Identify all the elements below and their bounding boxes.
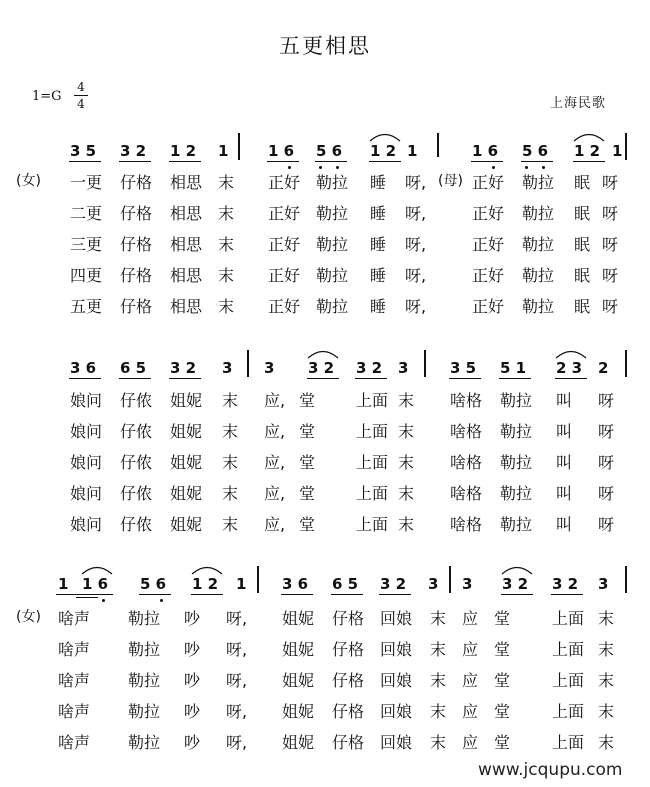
lyric-word: (母) <box>438 173 463 189</box>
lyric-word: 呀, <box>226 640 248 659</box>
lyric-word: 回娘 <box>380 640 413 659</box>
lyric-word: 吵 <box>184 671 201 690</box>
lyric-word: 呀 <box>602 235 619 254</box>
lyric-word: 吵 <box>184 609 201 628</box>
bar-line <box>625 350 627 377</box>
lyric-word: 正好 <box>268 235 301 254</box>
lyric-word: 应 <box>462 671 479 690</box>
lyric-word: 姐妮 <box>170 484 203 503</box>
lyric-word: 应, <box>264 453 286 472</box>
lyric-word: 堂 <box>299 484 316 503</box>
lyric-word: 勒拉 <box>500 453 533 472</box>
lyric-word: 堂 <box>494 609 511 628</box>
lyric-word: 啥格 <box>450 391 483 410</box>
lyric-word: 啥声 <box>58 609 91 628</box>
lyric-word: (女) <box>16 173 41 189</box>
lyric-word: 勒拉 <box>522 297 555 316</box>
lyric-word: 呀 <box>602 204 619 223</box>
lyric-word: 堂 <box>299 453 316 472</box>
note-group: 3 2 <box>552 575 579 593</box>
note-group: 3 2 <box>120 142 147 160</box>
lyric-word: 仔侬 <box>120 422 153 441</box>
note-group: 3 2 <box>308 359 335 377</box>
note-group: 6 5 <box>120 359 147 377</box>
lyric-word: 末 <box>218 204 235 223</box>
lyric-word: 呀 <box>598 484 615 503</box>
eighth-underline <box>81 594 113 595</box>
lyric-word: 勒拉 <box>128 702 161 721</box>
lyric-word: 仔侬 <box>120 391 153 410</box>
note-group: 5 6 <box>522 142 549 160</box>
lyric-word: 呀 <box>602 173 619 192</box>
note-group: 1 6 <box>82 575 109 593</box>
lyric-word: 吵 <box>184 640 201 659</box>
lyric-word: 呀, <box>226 733 248 752</box>
lyric-word: 娘问 <box>70 391 103 410</box>
lyric-word: 仔格 <box>120 204 153 223</box>
lyric-word: 一更 <box>70 173 103 192</box>
lyric-word: 二更 <box>70 204 103 223</box>
note-group: 3 5 <box>70 142 97 160</box>
lyric-word: 正好 <box>268 266 301 285</box>
lyric-word: 啥声 <box>58 671 91 690</box>
note-group: 3 <box>264 359 275 377</box>
time-signature <box>74 80 88 111</box>
eighth-underline <box>119 378 151 379</box>
lyric-word: 啥声 <box>58 640 91 659</box>
note-group: 1 2 <box>192 575 219 593</box>
lyric-word: 末 <box>222 515 239 534</box>
time-signature-line <box>74 95 88 96</box>
lyric-word: 末 <box>398 484 415 503</box>
note-group: 6 5 <box>332 575 359 593</box>
lyric-word: 娘问 <box>70 484 103 503</box>
lyric-word: 呀, <box>226 671 248 690</box>
lyric-word: 末 <box>222 453 239 472</box>
note-group: 1 6 <box>472 142 499 160</box>
note-group: 1 <box>612 142 623 160</box>
lyric-word: 呀 <box>598 453 615 472</box>
lyric-word: 眠 <box>574 297 591 316</box>
note-group: 5 6 <box>140 575 167 593</box>
lyric-word: 上面 <box>552 671 585 690</box>
lyric-word: 正好 <box>472 266 505 285</box>
lyric-word: 应 <box>462 609 479 628</box>
lyric-word: 仔格 <box>332 640 365 659</box>
lyric-word: 睡 <box>370 297 387 316</box>
low-octave-dot <box>319 166 322 169</box>
song-source: 上海民歌 <box>549 96 606 111</box>
lyric-word: 末 <box>598 609 615 628</box>
lyric-word: 勒拉 <box>316 204 349 223</box>
lyric-word: 正好 <box>472 297 505 316</box>
lyric-word: 上面 <box>356 484 389 503</box>
lyric-word: 回娘 <box>380 609 413 628</box>
eighth-underline <box>119 161 151 162</box>
lyric-word: 仔格 <box>332 733 365 752</box>
bar-line <box>424 350 426 377</box>
lyric-word: 仔侬 <box>120 484 153 503</box>
bar-line <box>625 133 627 160</box>
lyric-word: 上面 <box>552 733 585 752</box>
lyric-word: 呀 <box>598 422 615 441</box>
lyric-word: 叫 <box>556 453 573 472</box>
lyric-word: 眠 <box>574 266 591 285</box>
note-group: 3 2 <box>170 359 197 377</box>
lyric-word: 啥声 <box>58 702 91 721</box>
eighth-underline <box>307 378 339 379</box>
lyric-word: 正好 <box>472 204 505 223</box>
lyric-word: 啥格 <box>450 453 483 472</box>
lyric-word: 叫 <box>556 515 573 534</box>
note-group: 3 5 <box>450 359 477 377</box>
lyric-word: 呀, <box>405 235 427 254</box>
lyric-word: 相思 <box>170 297 203 316</box>
lyric-word: 末 <box>222 391 239 410</box>
eighth-underline <box>315 161 347 162</box>
lyric-word: 仔格 <box>120 297 153 316</box>
eighth-underline <box>499 378 531 379</box>
time-signature-bottom: 4 <box>77 97 85 111</box>
lyric-word: 末 <box>222 484 239 503</box>
low-octave-dot <box>336 166 339 169</box>
lyric-word: 上面 <box>552 702 585 721</box>
note-group: 2 3 <box>556 359 583 377</box>
eighth-underline <box>369 161 401 162</box>
lyric-word: 应, <box>264 515 286 534</box>
lyric-word: 堂 <box>494 640 511 659</box>
lyric-word: 上面 <box>552 609 585 628</box>
note-group: 1 <box>407 142 418 160</box>
lyric-word: 正好 <box>268 297 301 316</box>
lyric-word: 末 <box>398 515 415 534</box>
eighth-underline <box>169 161 201 162</box>
lyric-word: 呀 <box>598 391 615 410</box>
slur-mark <box>80 563 116 575</box>
eighth-underline <box>379 594 411 595</box>
lyric-word: 回娘 <box>380 702 413 721</box>
lyric-word: 正好 <box>472 173 505 192</box>
lyric-word: 末 <box>398 391 415 410</box>
note-group: 5 1 <box>500 359 527 377</box>
lyric-word: 末 <box>598 733 615 752</box>
eighth-underline <box>191 594 223 595</box>
lyric-word: 勒拉 <box>500 484 533 503</box>
lyric-word: 勒拉 <box>128 640 161 659</box>
eighth-underline <box>501 594 533 595</box>
lyric-word: 应, <box>264 484 286 503</box>
lyric-word: 堂 <box>299 391 316 410</box>
lyric-word: 应, <box>264 391 286 410</box>
eighth-underline <box>471 161 503 162</box>
time-signature-top: 4 <box>77 80 85 94</box>
lyric-word: 仔侬 <box>120 515 153 534</box>
note-group: 5 6 <box>316 142 343 160</box>
page-title: 五更相思 <box>279 34 371 58</box>
lyric-word: 眠 <box>574 173 591 192</box>
lyric-word: 四更 <box>70 266 103 285</box>
lyric-word: 勒拉 <box>500 391 533 410</box>
lyric-word: 叫 <box>556 422 573 441</box>
slur-mark <box>500 563 536 575</box>
lyric-word: 应 <box>462 702 479 721</box>
lyric-word: 末 <box>218 235 235 254</box>
lyric-word: 相思 <box>170 173 203 192</box>
lyric-word: 娘问 <box>70 453 103 472</box>
lyric-word: 勒拉 <box>128 671 161 690</box>
lyric-word: 上面 <box>356 453 389 472</box>
lyric-word: 上面 <box>356 422 389 441</box>
lyric-word: 呀 <box>598 515 615 534</box>
eighth-underline <box>281 594 313 595</box>
lyric-word: 仔格 <box>332 702 365 721</box>
lyric-word: 姐妮 <box>170 422 203 441</box>
lyric-word: 姐妮 <box>282 733 315 752</box>
lyric-word: 姐妮 <box>282 609 315 628</box>
lyric-word: 勒拉 <box>128 733 161 752</box>
lyric-word: 勒拉 <box>522 173 555 192</box>
note-group: 1 <box>218 142 229 160</box>
lyric-word: 眠 <box>574 235 591 254</box>
lyric-word: 末 <box>598 640 615 659</box>
low-octave-dot <box>160 599 163 602</box>
eighth-underline <box>355 378 387 379</box>
lyric-word: 堂 <box>494 671 511 690</box>
lyric-word: 呀, <box>226 702 248 721</box>
lyric-word: 相思 <box>170 266 203 285</box>
lyric-word: 勒拉 <box>316 173 349 192</box>
eighth-underline <box>555 378 587 379</box>
lyric-word: 勒拉 <box>316 297 349 316</box>
note-group: 3 <box>428 575 439 593</box>
lyric-word: 回娘 <box>380 671 413 690</box>
lyric-word: 睡 <box>370 266 387 285</box>
eighth-underline <box>69 378 101 379</box>
note-group: 1 6 <box>268 142 295 160</box>
bar-line <box>247 350 249 377</box>
lyric-word: 叫 <box>556 391 573 410</box>
low-octave-dot <box>288 166 291 169</box>
note-group: 1 2 <box>574 142 601 160</box>
note-group: 3 6 <box>70 359 97 377</box>
note-group: 1 <box>236 575 247 593</box>
lyric-word: 姐妮 <box>170 453 203 472</box>
lyric-word: 勒拉 <box>522 204 555 223</box>
lyric-word: 睡 <box>370 204 387 223</box>
lyric-word: 仔侬 <box>120 453 153 472</box>
lyric-word: 呀, <box>405 297 427 316</box>
bar-line <box>625 566 627 593</box>
lyric-word: 勒拉 <box>500 515 533 534</box>
low-octave-dot <box>102 599 105 602</box>
lyric-word: 末 <box>430 733 447 752</box>
lyric-word: 相思 <box>170 235 203 254</box>
low-octave-dot <box>492 166 495 169</box>
eighth-underline <box>573 161 605 162</box>
eighth-underline <box>551 594 583 595</box>
lyric-word: (女) <box>16 609 41 625</box>
eighth-underline <box>267 161 299 162</box>
lyric-word: 末 <box>218 297 235 316</box>
lyric-word: 堂 <box>299 422 316 441</box>
lyric-word: 末 <box>218 266 235 285</box>
lyric-word: 堂 <box>494 702 511 721</box>
note-group: 3 <box>462 575 473 593</box>
lyric-word: 末 <box>222 422 239 441</box>
lyric-word: 姐妮 <box>170 391 203 410</box>
slur-mark <box>368 130 404 142</box>
slur-mark <box>190 563 226 575</box>
lyric-word: 仔格 <box>332 671 365 690</box>
key-signature: 1=G <box>32 89 62 104</box>
lyric-word: 应, <box>264 422 286 441</box>
bar-line <box>257 566 259 593</box>
lyric-word: 末 <box>598 702 615 721</box>
lyric-word: 勒拉 <box>522 266 555 285</box>
sixteenth-underline <box>76 597 98 598</box>
lyric-word: 堂 <box>299 515 316 534</box>
lyric-word: 正好 <box>268 173 301 192</box>
lyric-word: 啥声 <box>58 733 91 752</box>
lyric-word: 眠 <box>574 204 591 223</box>
lyric-word: 勒拉 <box>316 266 349 285</box>
lyric-word: 应 <box>462 640 479 659</box>
eighth-underline <box>521 161 553 162</box>
lyric-word: 上面 <box>356 515 389 534</box>
lyric-word: 勒拉 <box>128 609 161 628</box>
lyric-word: 勒拉 <box>522 235 555 254</box>
lyric-word: 吵 <box>184 702 201 721</box>
lyric-word: 勒拉 <box>316 235 349 254</box>
note-group: 3 6 <box>282 575 309 593</box>
lyric-word: 仔格 <box>332 609 365 628</box>
lyric-word: 末 <box>398 422 415 441</box>
lyric-word: 正好 <box>268 204 301 223</box>
note-group: 3 <box>222 359 233 377</box>
lyric-word: 末 <box>218 173 235 192</box>
bar-line <box>449 566 451 593</box>
note-group: 1 <box>58 575 69 593</box>
note-group: 3 2 <box>380 575 407 593</box>
eighth-underline <box>449 378 481 379</box>
lyric-word: 五更 <box>70 297 103 316</box>
note-group: 2 <box>598 359 609 377</box>
note-group: 3 <box>398 359 409 377</box>
lyric-word: 姐妮 <box>282 640 315 659</box>
lyric-word: 呀 <box>602 266 619 285</box>
lyric-word: 呀, <box>405 173 427 192</box>
lyric-word: 姐妮 <box>282 702 315 721</box>
lyric-word: 末 <box>430 702 447 721</box>
lyric-word: 呀, <box>405 266 427 285</box>
lyric-word: 相思 <box>170 204 203 223</box>
lyric-word: 末 <box>398 453 415 472</box>
low-octave-dot <box>542 166 545 169</box>
lyric-word: 上面 <box>552 640 585 659</box>
lyric-word: 仔格 <box>120 173 153 192</box>
lyric-word: 正好 <box>472 235 505 254</box>
lyric-word: 仔格 <box>120 235 153 254</box>
lyric-word: 仔格 <box>120 266 153 285</box>
lyric-word: 啥格 <box>450 484 483 503</box>
lyric-word: 呀, <box>226 609 248 628</box>
low-octave-dot <box>525 166 528 169</box>
lyric-word: 叫 <box>556 484 573 503</box>
lyric-word: 睡 <box>370 235 387 254</box>
lyric-word: 吵 <box>184 733 201 752</box>
lyric-word: 勒拉 <box>500 422 533 441</box>
note-group: 1 2 <box>170 142 197 160</box>
lyric-word: 末 <box>430 640 447 659</box>
lyric-word: 三更 <box>70 235 103 254</box>
lyric-word: 呀, <box>405 204 427 223</box>
lyric-word: 回娘 <box>380 733 413 752</box>
lyric-word: 应 <box>462 733 479 752</box>
site-watermark: www.jcqupu.com <box>478 760 623 780</box>
lyric-word: 姐妮 <box>170 515 203 534</box>
eighth-underline <box>331 594 363 595</box>
lyric-word: 上面 <box>356 391 389 410</box>
note-group: 3 2 <box>502 575 529 593</box>
lyric-word: 睡 <box>370 173 387 192</box>
eighth-underline <box>139 594 171 595</box>
lyric-word: 末 <box>598 671 615 690</box>
note-group: 1 2 <box>370 142 397 160</box>
lyric-word: 啥格 <box>450 422 483 441</box>
lyric-word: 姐妮 <box>282 671 315 690</box>
lyric-word: 堂 <box>494 733 511 752</box>
lyric-word: 末 <box>430 671 447 690</box>
lyric-word: 啥格 <box>450 515 483 534</box>
eighth-underline <box>69 161 101 162</box>
slur-mark <box>306 347 342 359</box>
note-group: 3 <box>598 575 609 593</box>
bar-line <box>437 133 439 157</box>
eighth-underline <box>169 378 201 379</box>
lyric-word: 末 <box>430 609 447 628</box>
lyric-word: 娘问 <box>70 422 103 441</box>
slur-mark <box>572 130 608 142</box>
lyric-word: 呀 <box>602 297 619 316</box>
note-group: 3 2 <box>356 359 383 377</box>
lyric-word: 娘问 <box>70 515 103 534</box>
bar-line <box>238 133 240 160</box>
slur-mark <box>554 347 590 359</box>
